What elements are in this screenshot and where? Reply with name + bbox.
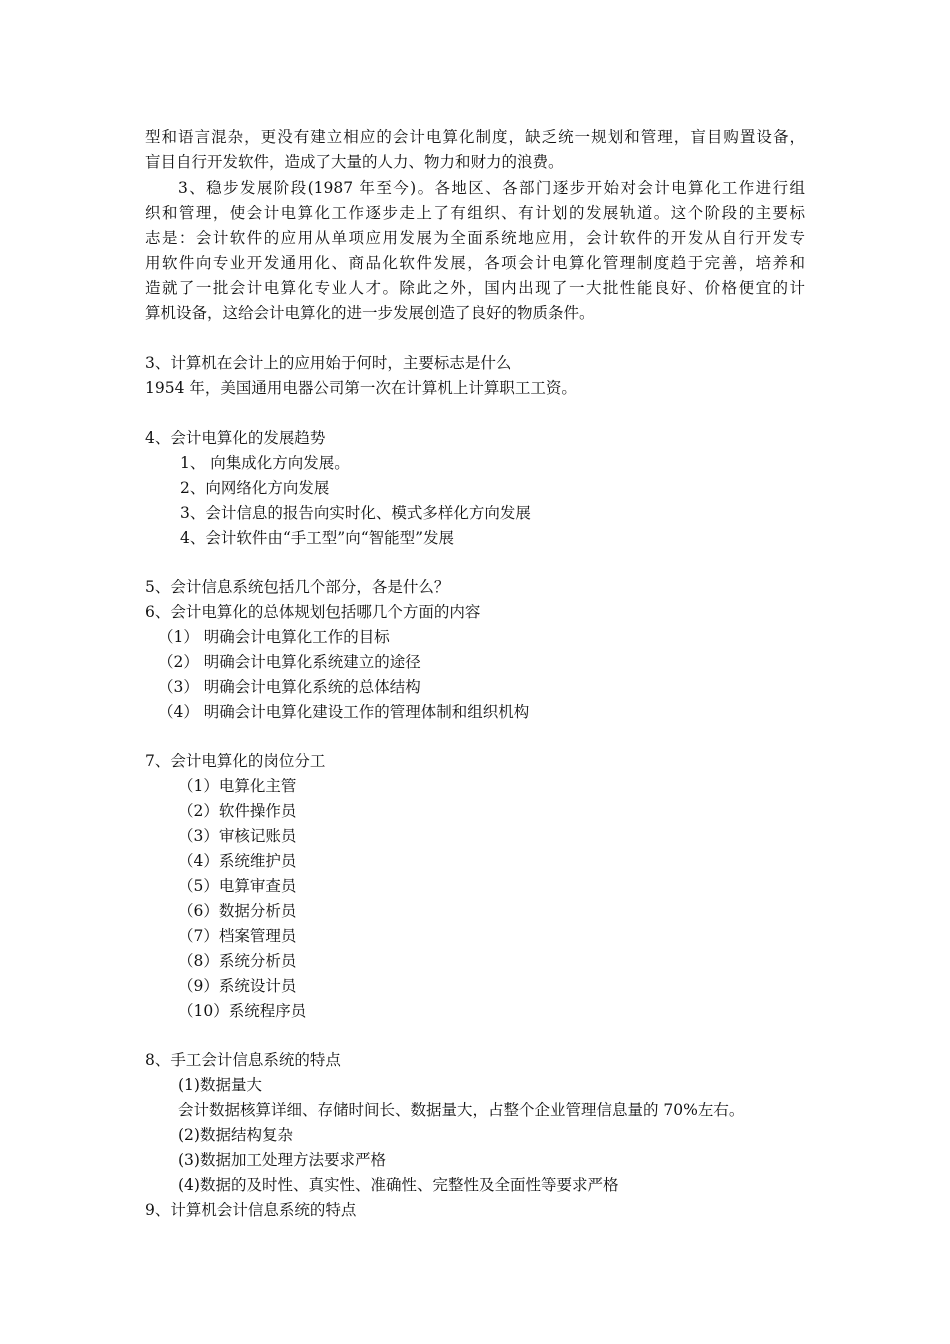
- list-item: （6）数据分析员: [178, 902, 297, 920]
- list-item: （8）系统分析员: [178, 952, 297, 970]
- paragraph-line: 型和语言混杂，更没有建立相应的会计电算化制度，缺乏统一规划和管理，盲目购置设备，: [145, 128, 805, 146]
- list-item: （2） 明确会计电算化系统建立的途径: [158, 653, 421, 671]
- paragraph-line: 用软件向专业开发通用化、商品化软件发展，各项会计电算化管理制度趋于完善，培养和: [145, 254, 805, 272]
- list-item: （1） 明确会计电算化工作的目标: [158, 628, 390, 646]
- list-item: （7）档案管理员: [178, 927, 297, 945]
- question-8: 8、手工会计信息系统的特点: [145, 1051, 341, 1069]
- list-item: （10）系统程序员: [178, 1002, 307, 1020]
- list-item: （9）系统设计员: [178, 977, 297, 995]
- list-item: (3)数据加工处理方法要求严格: [178, 1151, 386, 1169]
- question-4: 4、会计电算化的发展趋势: [145, 429, 326, 447]
- list-item: （4） 明确会计电算化建设工作的管理体制和组织机构: [158, 703, 530, 721]
- question-3: 3、计算机在会计上的应用始于何时，主要标志是什么: [145, 354, 512, 372]
- question-9: 9、计算机会计信息系统的特点: [145, 1201, 357, 1219]
- list-item: 3、会计信息的报告向实时化、模式多样化方向发展: [180, 504, 531, 522]
- list-item: （1）电算化主管: [178, 777, 297, 795]
- list-item: （3） 明确会计电算化系统的总体结构: [158, 678, 421, 696]
- answer-3: 1954 年，美国通用电器公司第一次在计算机上计算职工工资。: [145, 379, 577, 397]
- list-item: 1、 向集成化方向发展。: [180, 454, 350, 472]
- list-item: 4、会计软件由“手工型”向“智能型”发展: [180, 529, 455, 547]
- list-item: 会计数据核算详细、存储时间长、数据量大，占整个企业管理信息量的 70%左右。: [178, 1101, 745, 1119]
- paragraph-line: 造就了一批会计电算化专业人才。除此之外，国内出现了一大批性能良好、价格便宜的计: [145, 279, 805, 297]
- list-item: (2)数据结构复杂: [178, 1126, 293, 1144]
- list-item: (4)数据的及时性、真实性、准确性、完整性及全面性等要求严格: [178, 1176, 619, 1194]
- list-item: （2）软件操作员: [178, 802, 297, 820]
- question-6: 6、会计电算化的总体规划包括哪几个方面的内容: [145, 603, 481, 621]
- list-item: （4）系统维护员: [178, 852, 297, 870]
- list-item: （5）电算审查员: [178, 877, 297, 895]
- list-item: 2、向网络化方向发展: [180, 479, 330, 497]
- paragraph-line: 志是：会计软件的应用从单项应用发展为全面系统地应用，会计软件的开发从自行开发专: [145, 229, 805, 247]
- question-7: 7、会计电算化的岗位分工: [145, 752, 326, 770]
- paragraph-line: 算机设备，这给会计电算化的进一步发展创造了良好的物质条件。: [145, 304, 595, 322]
- list-item: (1)数据量大: [178, 1076, 262, 1094]
- paragraph-line: 3、稳步发展阶段(1987 年至今)。各地区、各部门逐步开始对会计电算化工作进行组: [178, 179, 805, 197]
- paragraph-line: 织和管理，使会计电算化工作逐步走上了有组织、有计划的发展轨道。这个阶段的主要标: [145, 204, 805, 222]
- question-5: 5、会计信息系统包括几个部分，各是什么？: [145, 578, 450, 596]
- list-item: （3）审核记账员: [178, 827, 297, 845]
- paragraph-line: 盲目自行开发软件，造成了大量的人力、物力和财力的浪费。: [145, 153, 564, 171]
